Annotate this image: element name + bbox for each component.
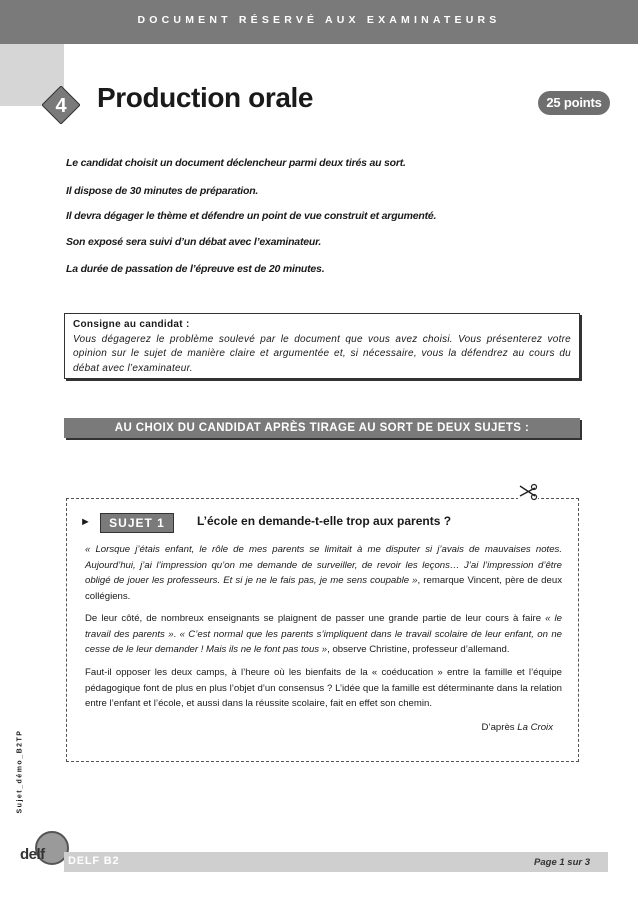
paragraph-1 (85, 542, 562, 605)
instruction-line: Il devra dégager le thème et défendre un point de vue construit et argumenté. (66, 210, 437, 222)
text-run: De leur côté, de nombreux enseignants se plaignent de passer une grande partie de leur cours à faire (85, 613, 546, 624)
consigne-box (64, 313, 580, 379)
sujet-title: L’école en demande-t-elle trop aux parents ? (197, 514, 452, 528)
source-credit (85, 722, 553, 733)
section-number: 4 (55, 95, 67, 117)
quote-vincent: « Lorsque j’étais enfant, le rôle de mes parents se limitait à me disputer si j’avais de mauvaises notes. Aujourd’hui, j’ai l’impression qu’on me demande de surveiller, de revoir les leçons… J’ai l’impression d’être obligé de jouer les professeurs. Et si je ne le fais pas, je me sens coupable » (85, 544, 562, 587)
text-run: . (173, 628, 180, 640)
banner-text: DOCUMENT RÉSERVÉ AUX EXAMINATEURS (137, 14, 501, 26)
instruction-line: Le candidat choisit un document déclencheur parmi deux tirés au sort. (66, 157, 406, 169)
instruction-line: Il dispose de 30 minutes de préparation. (66, 185, 259, 197)
instruction-line: La durée de passation de l’épreuve est de 20 minutes. (66, 263, 325, 275)
consigne-title: Consigne au candidat : (73, 319, 190, 330)
footer-exam-name: DELF B2 (68, 855, 120, 867)
consigne-text: Vous dégagerez le problème soulevé par le document que vous avez choisi. Vous présenterez votre opinion sur le sujet de manière claire et argumentée et, si nécessaire, vous la défendrez au cours du débat avec l’examinateur. (73, 333, 571, 374)
side-code: Sujet_démo_B2TP (16, 729, 24, 814)
paragraph-3: Faut-il opposer les deux camps, à l’heure où les bienfaits de la « coéducation » entre la famille et l’équipe pédagogique font de plus en plus l’objet d’un consensus ? L’idée que la famille est déterminante dans la relation entre l’enfant et l’école, et aussi dans la réussite scolaire, fait en effet son chemin. (85, 667, 562, 710)
source-name: La Croix (517, 722, 553, 733)
paragraph-2 (85, 611, 562, 658)
choice-banner: AU CHOIX DU CANDIDAT APRÈS TIRAGE AU SORT DE DEUX SUJETS : (64, 418, 580, 438)
page-title: Production orale (97, 82, 314, 113)
arrow-icon: ► (80, 516, 91, 528)
sujet-label: SUJET 1 (100, 513, 174, 533)
source-prefix: D’après (481, 722, 518, 733)
page-number: Page 1 sur 3 (534, 857, 590, 868)
points-badge: 25 points (538, 91, 610, 115)
quote-attribution: , observe Christine, professeur d’allemand. (327, 644, 510, 656)
delf-logo-text: delf (20, 846, 45, 863)
quote-christine: « C’est normal que les parents s’impliquent dans le travail scolaire de leur enfant, on ne cesse de le leur demander ! Mais ils ne le font pas tous » (85, 628, 562, 656)
section-number-badge (42, 86, 80, 124)
scissors-icon (518, 482, 538, 502)
quote-parents-work: « le travail des parents » (85, 613, 563, 640)
instruction-line: Son exposé sera suivi d’un débat avec l’examinateur. (66, 236, 322, 248)
quote-attribution: , remarque Vincent, père de deux collégiens. (85, 575, 562, 603)
